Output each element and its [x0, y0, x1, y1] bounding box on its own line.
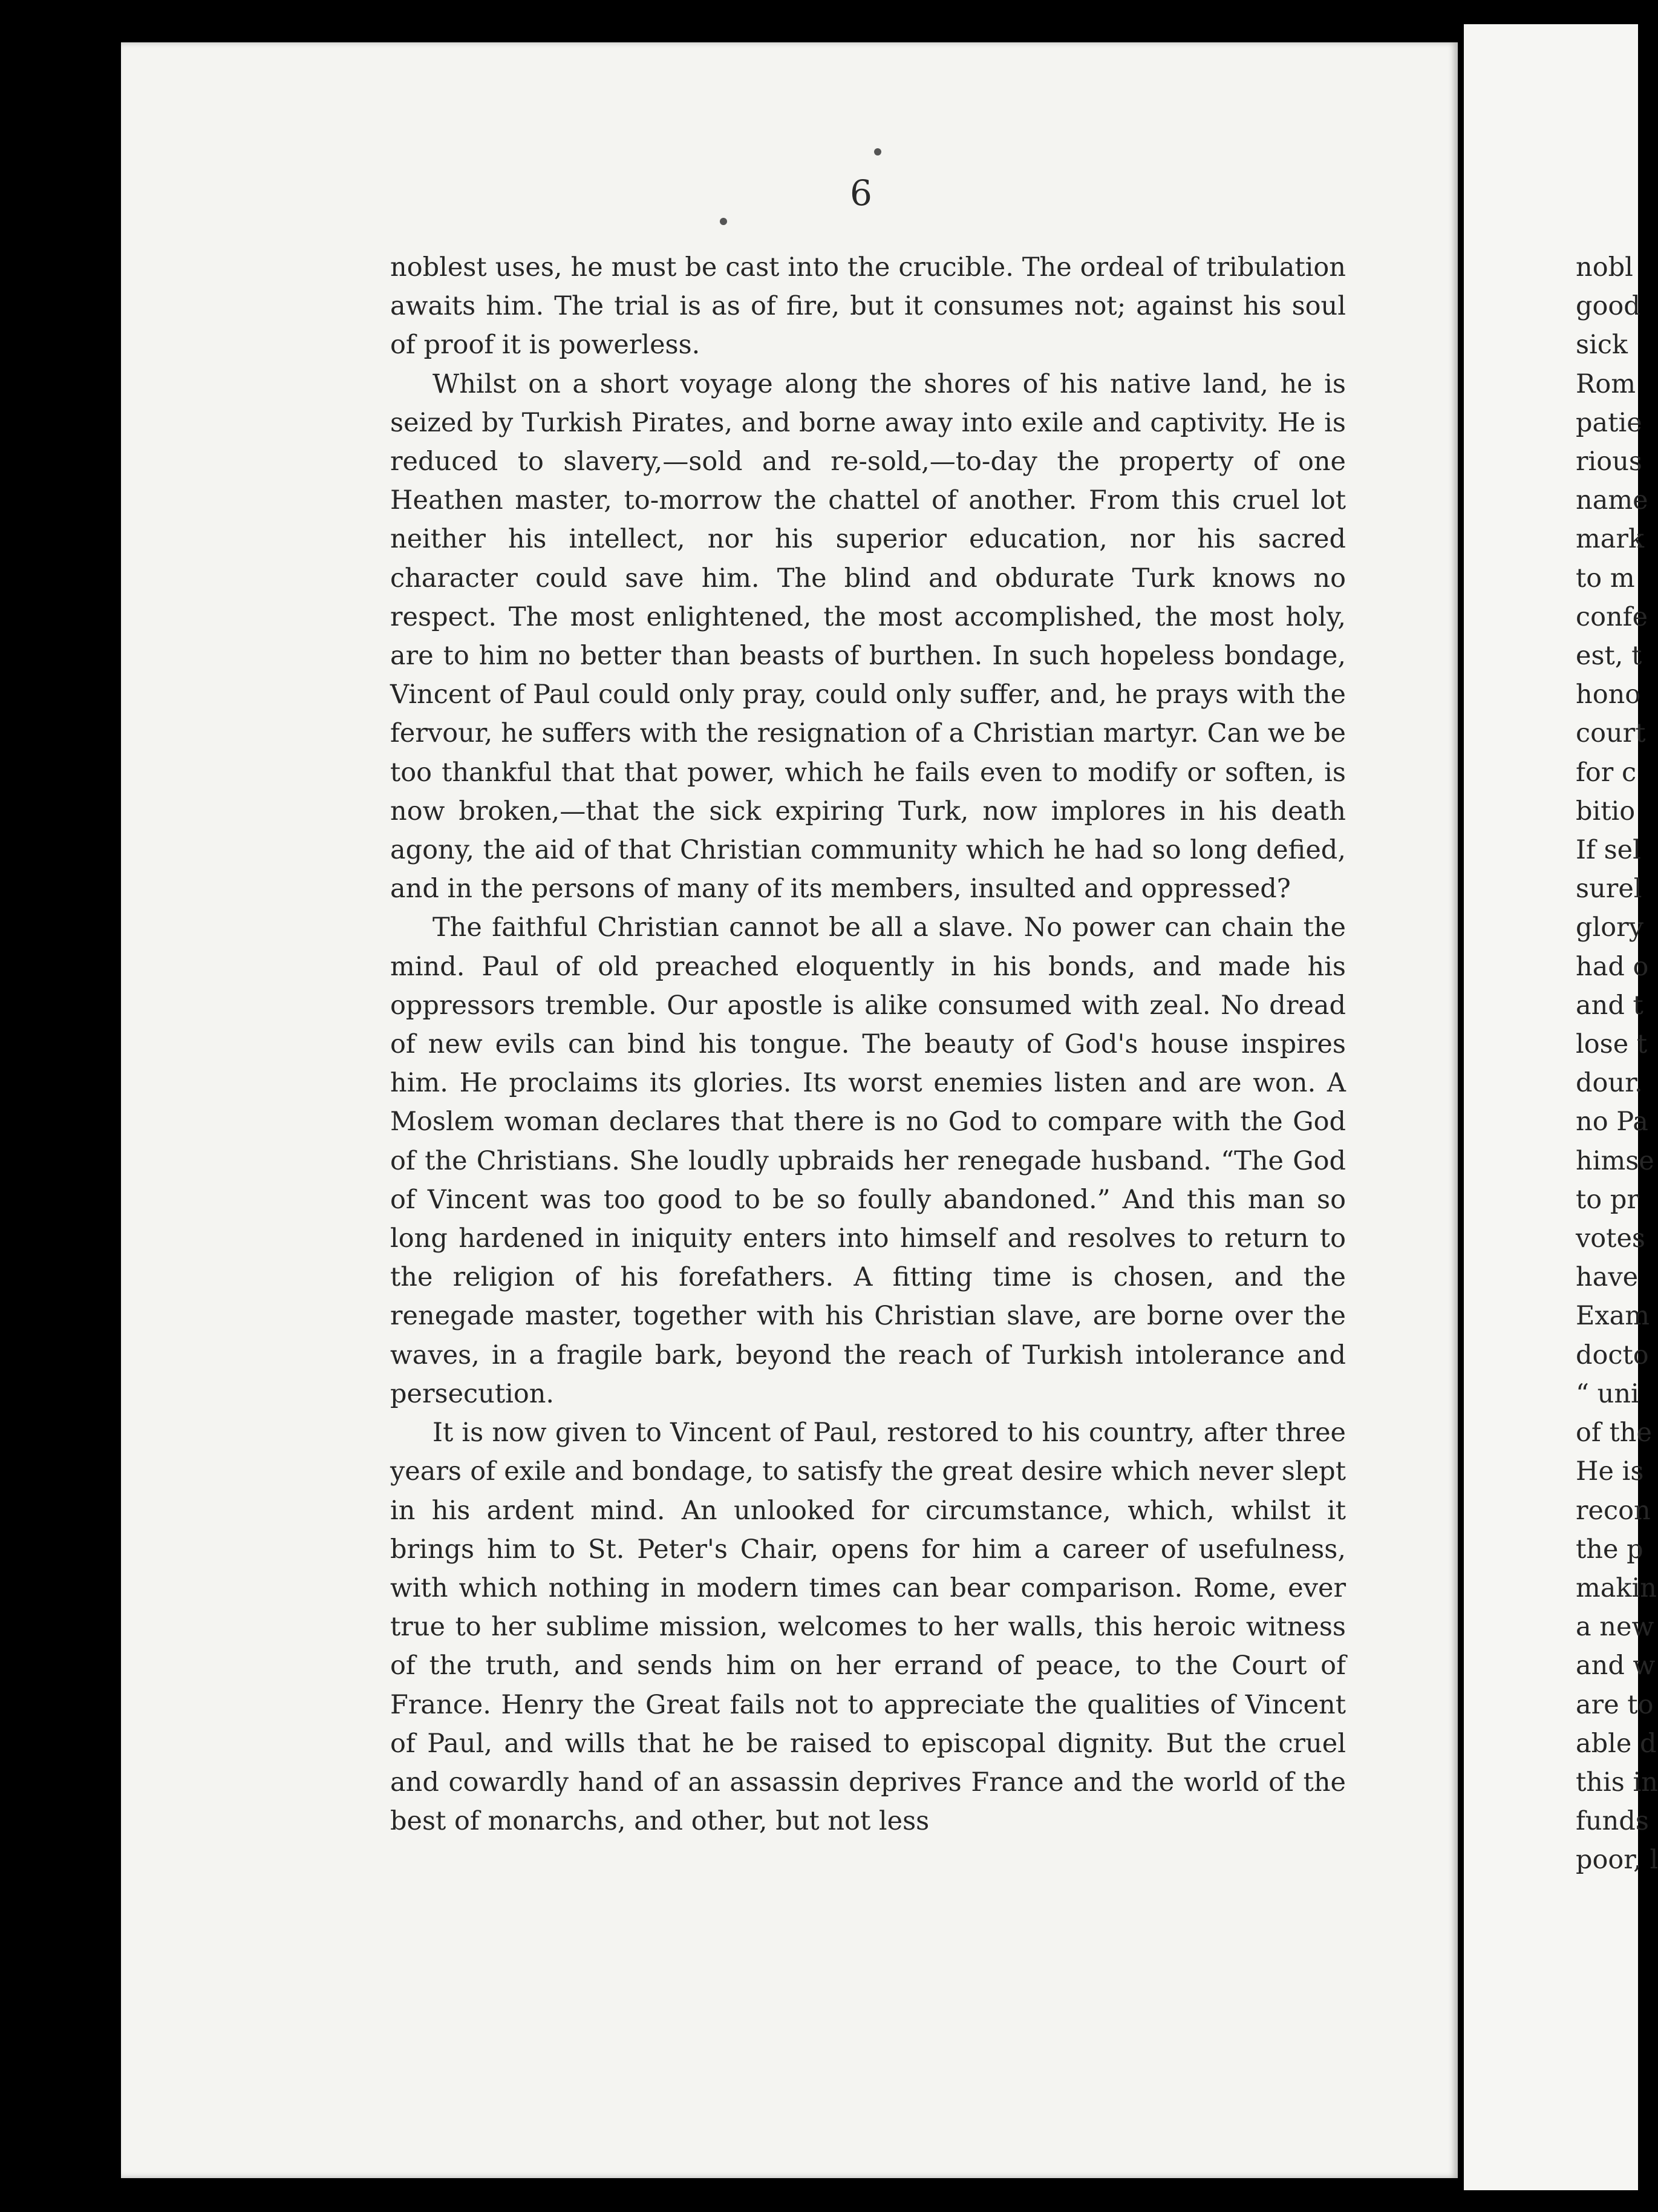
paragraph: The faithful Christian cannot be all a slave. No power can chain the mind. Paul of old preached eloquently in his bonds, and made his oppressors tremble. Our apostle is alike consumed with zeal. No dread of new evils can bind his tongue. The beauty of God's house inspires him. He proclaims its glories. Its worst enemies listen and are won. A Moslem woman declares that there is no God to compare with the God of the Christians. She loudly upbraids her renegade husband. “The God of Vincent was too good to be so foully abandoned.” And this man so long hardened in iniquity enters into himself and resolves to return to the religion of his forefathers. A fitting time is chosen, and the renegade master, together with his Christian slave, are borne over the waves, in a fragile bark, beyond the reach of Turkish intolerance and persecution. [390, 912, 1346, 1409]
facing-line: no Pa [1576, 1107, 1648, 1137]
facing-line: makin [1576, 1572, 1657, 1603]
facing-line: docto [1576, 1340, 1649, 1370]
facing-line: votes [1576, 1223, 1645, 1254]
facing-line: Rom [1576, 368, 1636, 399]
facing-line: good [1576, 291, 1640, 322]
facing-line: to pr [1576, 1184, 1639, 1215]
facing-line: to m [1576, 563, 1635, 594]
facing-page-text [1576, 248, 1658, 1880]
facing-line: court [1576, 718, 1646, 749]
speck-mark [720, 218, 727, 225]
facing-line: mark [1576, 524, 1645, 555]
paragraph: noblest uses, he must be cast into the crucible. The ordeal of tribulation awaits him. The trial is as of fire, but it consumes not; against his soul of proof it is powerless. [390, 252, 1346, 361]
facing-line: and t [1576, 990, 1643, 1021]
paragraph: Whilst on a short voyage along the shores of his native land, he is seized by Turkish Pirates, and borne away into exile and captivity. He is reduced to slavery,—sold and re-sold,—to-day the property of one Heathen master, to-morrow the chattel of another. From this cruel lot neither his intellect, nor his superior education, nor his sacred character could save him. The blind and obdurate Turk knows no respect. The most enlightened, the most accomplished, the most holy, are to him no better than beasts of burthen. In such hopeless bondage, Vincent of Paul could only pray, could only suffer, and, he prays with the fervour, he suffers with the resignation of a Christian martyr. Can we be too thankful that that power, which he fails even to modify or soften, is now broken,—that the sick expiring Turk, now implores in his death agony, the aid of that Christian community which he had so long defied, and in the persons of many of its members, insulted and oppressed? [390, 368, 1346, 905]
facing-line: sick [1576, 330, 1628, 361]
facing-line: nobl [1576, 252, 1633, 283]
facing-line: had o [1576, 951, 1649, 982]
facing-line: this in [1576, 1767, 1658, 1798]
facing-line: bitio [1576, 796, 1636, 826]
facing-line: “ uni [1576, 1378, 1639, 1409]
facing-line: Exam [1576, 1301, 1650, 1332]
facing-line: hono [1576, 679, 1641, 710]
facing-line: a new [1576, 1612, 1654, 1643]
facing-line: poor, l [1576, 1845, 1658, 1876]
speck-mark [874, 148, 881, 155]
facing-line: rious [1576, 447, 1642, 477]
facing-line: lose t [1576, 1029, 1648, 1060]
facing-line: recon [1576, 1495, 1651, 1526]
facing-line: surel [1576, 874, 1642, 905]
page-number: 6 [850, 172, 872, 214]
facing-line: dour. [1576, 1068, 1643, 1099]
facing-line: for c [1576, 757, 1637, 788]
facing-line: are to [1576, 1689, 1654, 1720]
facing-line: able d [1576, 1728, 1657, 1759]
facing-line: confe [1576, 601, 1648, 632]
facing-line: funds [1576, 1806, 1649, 1837]
facing-line: the p [1576, 1534, 1643, 1565]
facing-line: and w [1576, 1651, 1656, 1681]
facing-line: himse [1576, 1145, 1654, 1176]
facing-line: of the [1576, 1418, 1652, 1448]
facing-line: patie [1576, 407, 1642, 438]
facing-line: He is [1576, 1456, 1644, 1487]
facing-line: have [1576, 1262, 1639, 1293]
facing-line: name [1576, 485, 1648, 516]
body-text [390, 248, 1346, 1841]
facing-line: If sel [1576, 835, 1641, 866]
facing-line: glory [1576, 912, 1644, 943]
paragraph: It is now given to Vincent of Paul, restored to his country, after three years of exile and bondage, to satisfy the great desire which never slept in his ardent mind. An unlooked for circumstance, which, whilst it brings him to St. Peter's Chair, opens for him a career of usefulness, with which nothing in modern times can bear comparison. Rome, ever true to her sublime mission, welcomes to her walls, this heroic witness of the truth, and sends him on her errand of peace, to the Court of France. Henry the Great fails not to appreciate the qualities of Vincent of Paul, and wills that he be raised to episcopal dignity. But the cruel and cowardly hand of an assassin deprives France and the world of the best of monarchs, and other, but not less [390, 1418, 1346, 1837]
facing-line: est, t [1576, 641, 1642, 672]
